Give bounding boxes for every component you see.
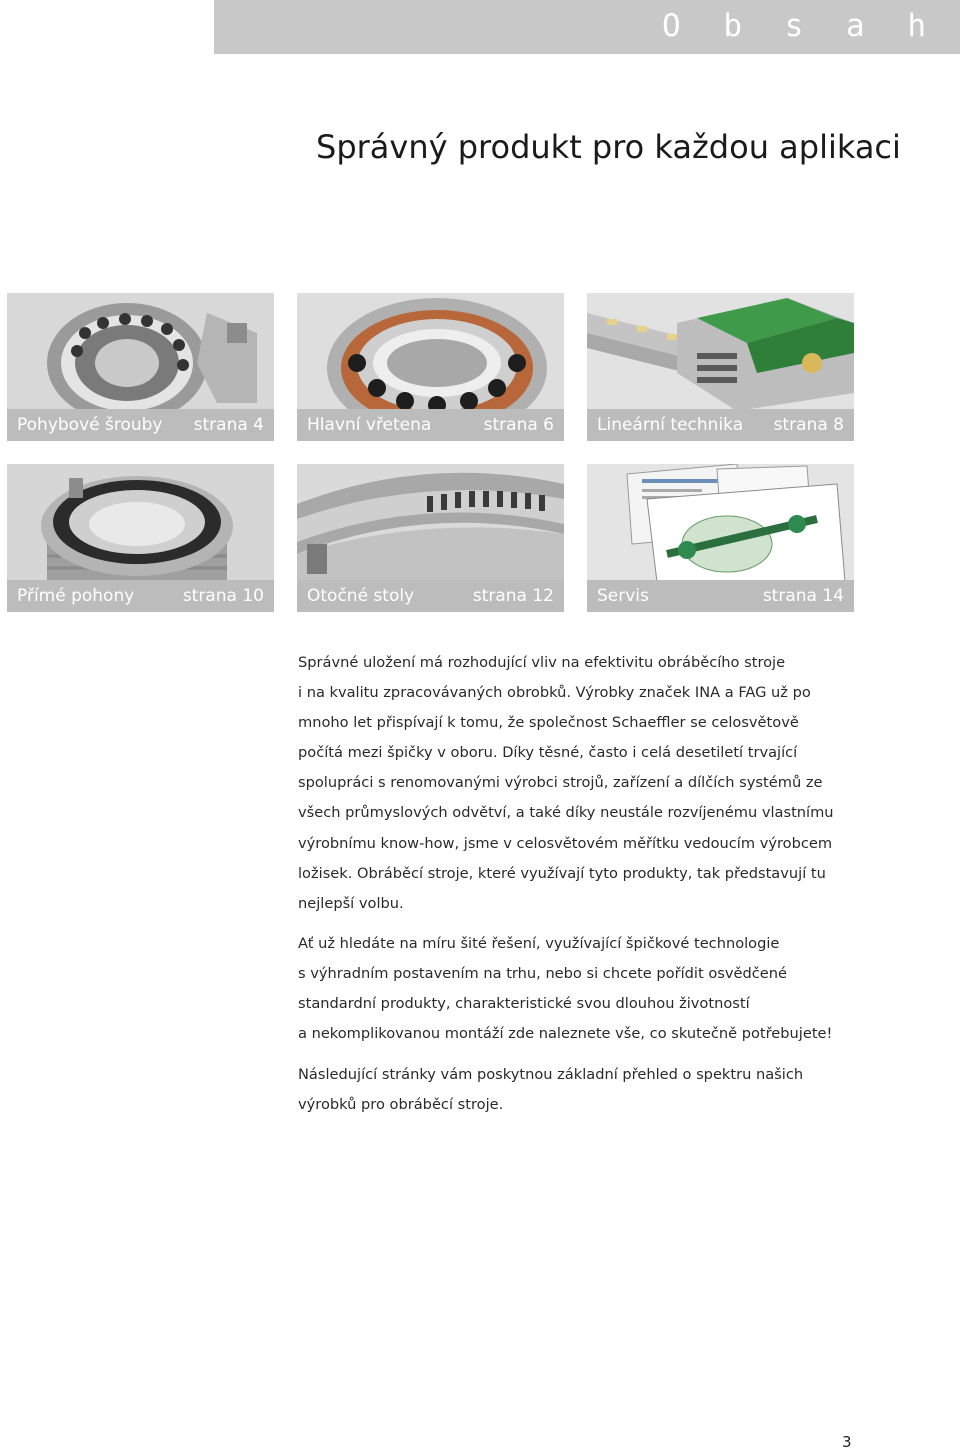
header-bar: [214, 0, 960, 54]
text-line: nejlepší volbu.: [298, 894, 404, 912]
page-headline: Správný produkt pro každou aplikaci: [316, 128, 901, 166]
tile-page-ref: strana 6: [483, 415, 554, 435]
tile-caption: [7, 409, 274, 441]
text-line: Ať už hledáte na míru šité řešení, využívající špičkové technologie: [298, 935, 780, 952]
tile-title: Servis: [597, 586, 649, 606]
text-line: ložisek. Obráběcí stroje, které využívají tyto produkty, tak představují tu: [298, 864, 826, 882]
direct-drive-motor-icon: [7, 464, 274, 582]
spindle-bearing-icon: [297, 293, 564, 411]
tile-rotary-table[interactable]: [297, 464, 564, 612]
tile-page-ref: strana 8: [773, 415, 844, 435]
tile-caption: [297, 409, 564, 441]
overview-paragraph: [298, 1060, 878, 1120]
tile-title: Otočné stoly: [307, 586, 415, 606]
tile-service[interactable]: [587, 464, 854, 612]
tile-title: Pohybové šrouby: [17, 415, 163, 435]
tile-spindle[interactable]: [297, 293, 564, 441]
text-line: i na kvalitu zpracovávaných obrobků. Výrobky značek INA a FAG už po: [298, 684, 811, 702]
text-line: mnoho let přispívají k tomu, že společnost Schaeffler se celosvětově: [298, 714, 799, 732]
tile-caption: [297, 580, 564, 612]
tile-ball-screw[interactable]: [7, 293, 274, 441]
tile-direct-drive[interactable]: [7, 464, 274, 612]
tile-caption: [587, 409, 854, 441]
tile-title: Přímé pohony: [17, 586, 135, 606]
text-line: počítá mezi špičky v oboru. Díky těsné, často i celá desetiletí trvající: [298, 744, 798, 762]
tile-page-ref: strana 14: [762, 586, 844, 606]
text-line: výrobků pro obráběcí stroje.: [298, 1096, 504, 1114]
page-number: 3: [842, 1433, 852, 1451]
text-line: s výhradním postavením na trhu, nebo si chcete pořídit osvědčené: [298, 965, 787, 983]
solutions-paragraph: [298, 929, 878, 1049]
tile-page-ref: strana 10: [182, 586, 264, 606]
software-screens-icon: [587, 464, 854, 582]
text-line: a nekomplikovanou montáží zde naleznete vše, co skutečně potřebujete!: [298, 1025, 833, 1043]
text-line: všech průmyslových odvětví, a také díky neustále rozvíjenému vlastnímu: [298, 804, 834, 822]
text-line: spolupráci s renomovanými výrobci strojů, zařízení a dílčích systémů ze: [298, 774, 823, 792]
linear-guide-icon: [587, 293, 854, 411]
header-title: O b s a h: [662, 8, 938, 44]
ball-screw-bearing-icon: [7, 293, 274, 411]
tile-title: Lineární technika: [597, 415, 744, 435]
intro-paragraph: [298, 648, 878, 919]
text-line: výrobnímu know-how, jsme v celosvětovém měřítku vedoucím výrobcem: [298, 834, 833, 852]
text-line: Správné uložení má rozhodující vliv na efektivitu obráběcího stroje: [298, 654, 786, 671]
tile-caption: [587, 580, 854, 612]
tile-page-ref: strana 12: [472, 586, 554, 606]
tile-title: Hlavní vřetena: [307, 415, 432, 435]
tile-caption: [7, 580, 274, 612]
text-line: Následující stránky vám poskytnou základní přehled o spektru našich: [298, 1066, 804, 1083]
text-line: standardní produkty, charakteristické svou dlouhou životností: [298, 995, 750, 1013]
rotary-table-bearing-icon: [297, 464, 564, 582]
tile-linear[interactable]: [587, 293, 854, 441]
tile-page-ref: strana 4: [193, 415, 264, 435]
